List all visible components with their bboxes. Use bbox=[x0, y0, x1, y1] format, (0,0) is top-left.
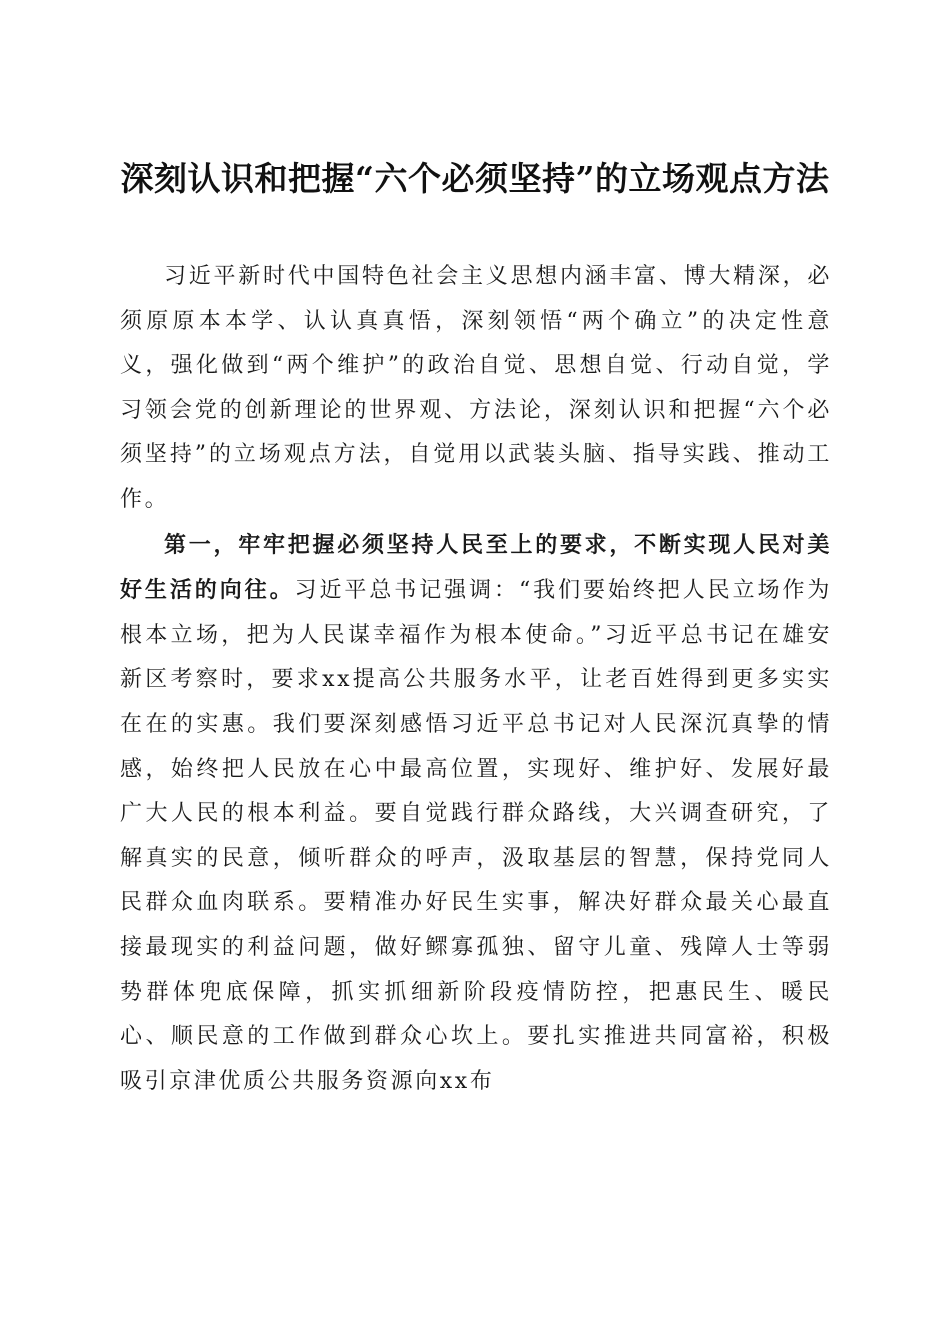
paragraph-intro bbox=[120, 254, 832, 523]
paragraph-lead: 第一，牢牢把握必须坚持人民至上的要求，不断实现人民对美好生活的向往。 bbox=[120, 531, 832, 604]
paragraph-first-point bbox=[120, 523, 832, 1105]
document-title: 深刻认识和把握“六个必须坚持”的立场观点方法 bbox=[120, 159, 830, 199]
paragraph-text: 习近平新时代中国特色社会主义思想内涵丰富、博大精深，必须原原本本学、认认真真悟，深刻领悟“两个确立”的决定性意义，强化做到“两个维护”的政治自觉、思想自觉、行动自觉，学习领会党的创新理论的世界观、方法论，深刻认识和把握“六个必须坚持”的立场观点方法，自觉用以武装头脑、指导实践、推动工作。 bbox=[120, 264, 832, 512]
paragraph-text: 习近平总书记强调：“我们要始终把人民立场作为根本立场，把为人民谋幸福作为根本使命。”习近平总书记在雄安新区考察时，要求xx提高公共服务水平，让老百姓得到更多实实在在的实惠。我们要深刻感悟习近平总书记对人民深沉真挚的情感，始终把人民放在心中最高位置，实现好、维护好、发展好最广大人民的根本利益。要自觉践行群众路线，大兴调查研究，了解真实的民意，倾听群众的呼声，汲取基层的智慧，保持党同人民群众血肉联系。要精准办好民生实事，解决好群众最关心最直接最现实的利益问题，做好鳏寡孤独、留守儿童、残障人士等弱势群体兜底保障，抓实抓细新阶段疫情防控，把惠民生、暖民心、顺民意的工作做到群众心坎上。要扎实推进共同富裕，积极吸引京津优质公共服务资源向xx布 bbox=[120, 578, 833, 1094]
document-body bbox=[120, 254, 832, 1104]
